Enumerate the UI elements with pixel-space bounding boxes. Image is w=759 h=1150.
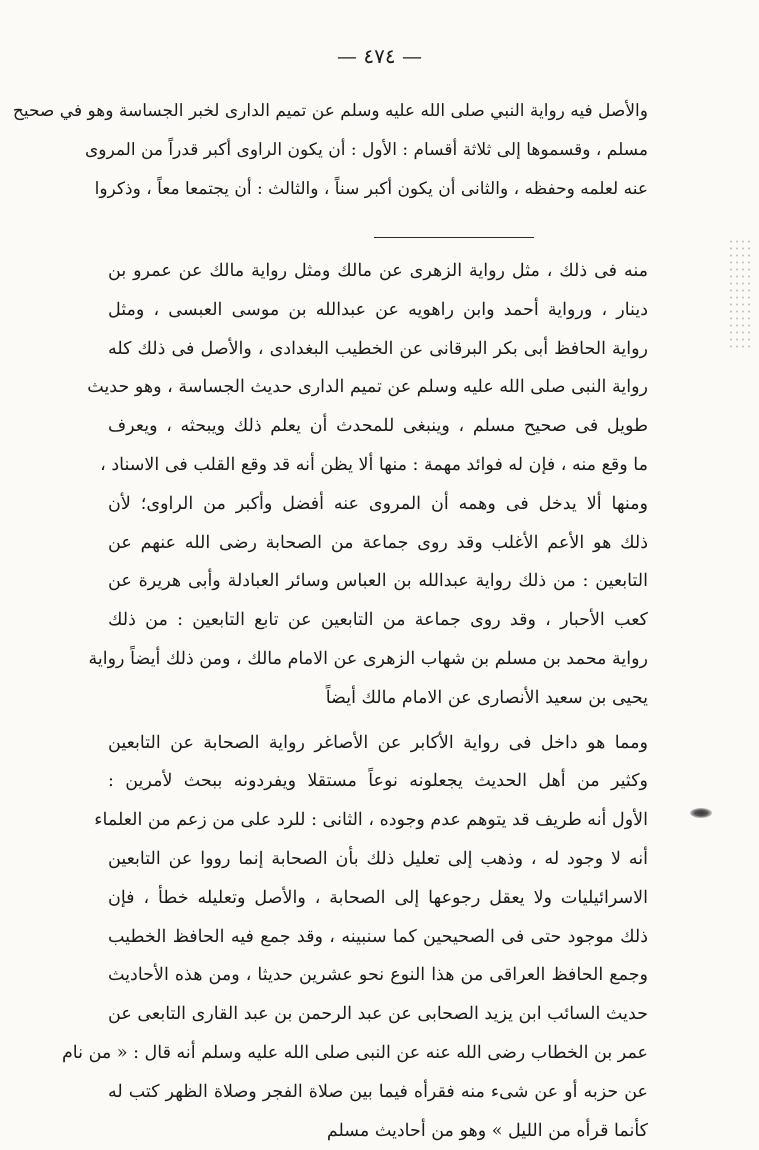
text-line: وكثير من أهل الحديث يجعلونه نوعاً مستقلا ويفردونه ببحث لأمرين : (108, 771, 648, 792)
text-line: يحيى بن سعيد الأنصارى عن الامام مالك أيضاً (325, 687, 648, 708)
text-line: دينار ، ورواية أحمد وابن راهويه عن عبدالله بن موسى العبسى ، ومثل (108, 299, 648, 320)
page-number: — ٤٧٤ — (337, 44, 422, 68)
text-line: طويل فى صحيح مسلم ، وينبغى للمحدث أن يعلم ذلك ويبحثه ، ويعرف (108, 416, 648, 437)
text-line: رواية النبى صلى الله عليه وسلم عن تميم الدارى حديث الجساسة ، وهو حديث (87, 377, 648, 398)
text-line: التابعين : من ذلك رواية عبدالله بن العباس وسائر العبادلة وأبى هريرة عن (108, 571, 648, 592)
text-line: الاسرائيليات ولا يعقل رجوعها إلى الصحابة ، والأصل وتعليله خطأ ، فإن (108, 887, 648, 908)
paragraph-2 (61, 724, 648, 1150)
main-text (61, 252, 648, 1150)
footnote-block (12, 92, 648, 209)
text-line: ومما هو داخل فى رواية الأكابر عن الأصاغر رواية الصحابة عن التابعين (108, 732, 648, 753)
text-line: ذلك موجود حتى فى الصحيحين كما سنبينه ، وقد جمع فيه الحافظ الخطيب (108, 926, 648, 947)
footnote-separator (374, 237, 534, 238)
text-line: حديث السائب ابن يزيد الصحابى عن عبد الرحمن بن عبد القارى التابعى عن (108, 1004, 648, 1025)
ink-blot (690, 808, 712, 818)
margin-speckle (728, 238, 754, 348)
text-line: رواية الحافظ أبى بكر البرقانى عن الخطيب البغدادى ، والأصل فى ذلك كله (108, 338, 648, 359)
text-line: كعب الأحبار ، وقد روى جماعة من التابعين عن تابع التابعين : من ذلك (108, 610, 648, 631)
text-line: وجمع الحافظ العراقى من هذا النوع نحو عشرين حديثا ، ومن هذه الأحاديث (108, 965, 648, 986)
text-line: منه فى ذلك ، مثل رواية الزهرى عن مالك ومثل رواية مالك عن عمرو بن (108, 261, 648, 281)
footnote-line: مسلم ، وقسموها إلى ثلاثة أقسام : الأول : أن يكون الراوى أكبر قدراً من المروى (84, 140, 648, 160)
text-line: رواية محمد بن مسلم بن شهاب الزهرى عن الامام مالك ، ومن ذلك أيضاً رواية (88, 648, 648, 669)
text-line: كأنما قرأه من الليل » وهو من أحاديث مسلم (326, 1120, 648, 1141)
text-line: عمر بن الخطاب رضى الله عنه عن النبى صلى الله عليه وسلم أنه قال : « من نام (61, 1042, 648, 1063)
text-line: ذلك هو الأعم الأغلب وقد روى جماعة من الصحابة رضى الله عنهم عن (108, 532, 648, 553)
footnote-line: عنه لعلمه وحفظه ، والثانى أن يكون أكبر سناً ، والثالث : أن يجتمعا معاً ، وذكروا (94, 179, 648, 199)
footnote-line: والأصل فيه رواية النبي صلى الله عليه وسلم عن تميم الدارى لخبر الجساسة وهو في صحيح (12, 101, 648, 121)
text-line: أنه لا وجود له ، وذهب إلى تعليل ذلك بأن الصحابة إنما رووا عن التابعين (108, 848, 648, 869)
text-line: الأول أنه طريف قد يتوهم عدم وجوده ، الثانى : للرد على من زعم من العلماء (94, 810, 648, 831)
paragraph-1 (87, 252, 648, 718)
text-line: ومنها ألا يدخل فى وهمه أن المروى عنه أفضل وأكبر من الراوى؛ لأن (108, 493, 648, 514)
text-line: ما وقع منه ، فإن له فوائد مهمة : منها ألا يظن أنه قد وقع القلب فى الاسناد ، (100, 454, 648, 475)
text-line: عن حزبه أو عن شىء منه فقرأه فيما بين صلاة الفجر وصلاة الظهر كتب له (108, 1081, 648, 1102)
